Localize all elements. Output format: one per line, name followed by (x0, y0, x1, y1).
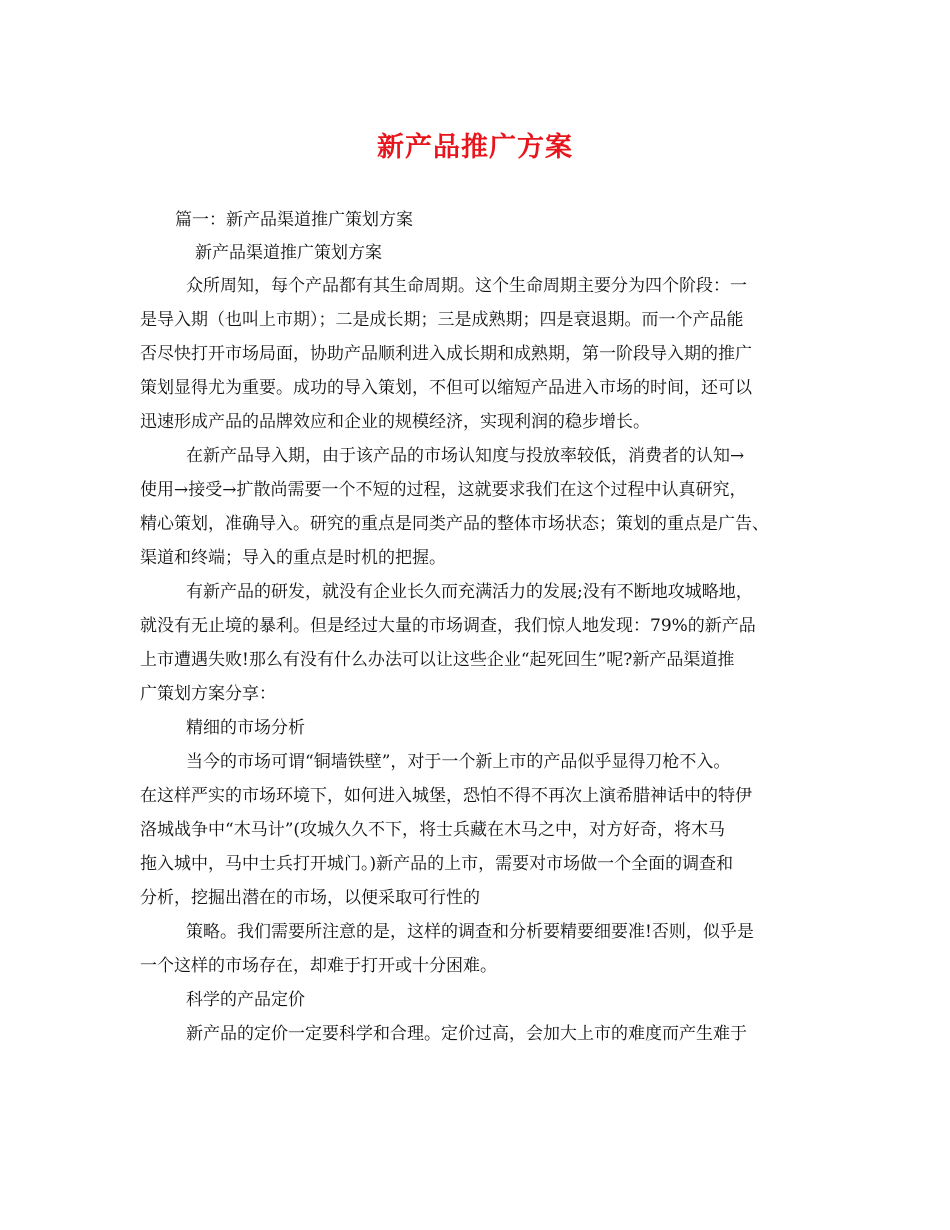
section-heading: 精细的市场分析 (186, 718, 305, 738)
paragraph-line: 众所周知，每个产品都有其生命周期。这个生命周期主要分为四个阶段：一 (186, 276, 747, 296)
section-heading: 篇一：新产品渠道推广策划方案 (175, 210, 413, 230)
paragraph-line: 洛城战争中“木马计”(攻城久久不下，将士兵藏在木马之中，对方好奇，将木马 (140, 820, 726, 840)
paragraph-line: 在新产品导入期，由于该产品的市场认知度与投放率较低，消费者的认知→ (186, 446, 745, 466)
paragraph-line: 是导入期（也叫上市期）；二是成长期；三是成熟期；四是衰退期。而一个产品能 (140, 310, 744, 330)
paragraph-line: 策划显得尤为重要。成功的导入策划，不但可以缩短产品进入市场的时间，还可以 (140, 378, 752, 398)
section-heading: 科学的产品定价 (186, 990, 305, 1010)
document-title: 新产品推广方案 (377, 132, 573, 163)
paragraph-line: 分析，挖掘出潜在的市场，以便采取可行性的 (140, 888, 480, 908)
paragraph-line: 一个这样的市场存在，却难于打开或十分困难。 (140, 956, 497, 976)
paragraph-line: 迅速形成产品的品牌效应和企业的规模经济，实现利润的稳步增长。 (140, 412, 650, 432)
paragraph-line: 拖入城中，马中士兵打开城门。)新产品的上市，需要对市场做一个全面的调查和 (140, 854, 734, 874)
paragraph-line: 有新产品的研发，就没有企业长久而充满活力的发展;没有不断地攻城略地， (186, 582, 753, 602)
paragraph-line: 使用→接受→扩散尚需要一个不短的过程，这就要求我们在这个过程中认真研究， (140, 480, 747, 500)
paragraph-line: 当今的市场可谓“铜墙铁壁”，对于一个新上市的产品似乎显得刀枪不入。 (186, 752, 731, 772)
paragraph-line: 广策划方案分享： (140, 684, 276, 704)
paragraph-line: 在这样严实的市场环境下，如何进入城堡，恐怕不得不再次上演希腊神话中的特伊 (140, 786, 752, 806)
paragraph-line: 就没有无止境的暴利。但是经过大量的市场调查，我们惊人地发现：79%的新产品 (140, 616, 756, 636)
subheading: 新产品渠道推广策划方案 (195, 243, 382, 263)
paragraph-line: 渠道和终端；导入的重点是时机的把握。 (140, 548, 446, 568)
paragraph-line: 新产品的定价一定要科学和合理。定价过高，会加大上市的难度而产生难于 (186, 1024, 747, 1044)
paragraph-line: 上市遭遇失败!那么有没有什么办法可以让这些企业“起死回生”呢?新产品渠道推 (140, 650, 735, 670)
paragraph-line: 精心策划，准确导入。研究的重点是同类产品的整体市场状态；策划的重点是广告、 (140, 514, 769, 534)
paragraph-line: 策略。我们需要所注意的是，这样的调查和分析要精要细要准!否则，似乎是 (186, 922, 754, 942)
paragraph-line: 否尽快打开市场局面，协助产品顺利进入成长期和成熟期，第一阶段导入期的推广 (140, 344, 752, 364)
